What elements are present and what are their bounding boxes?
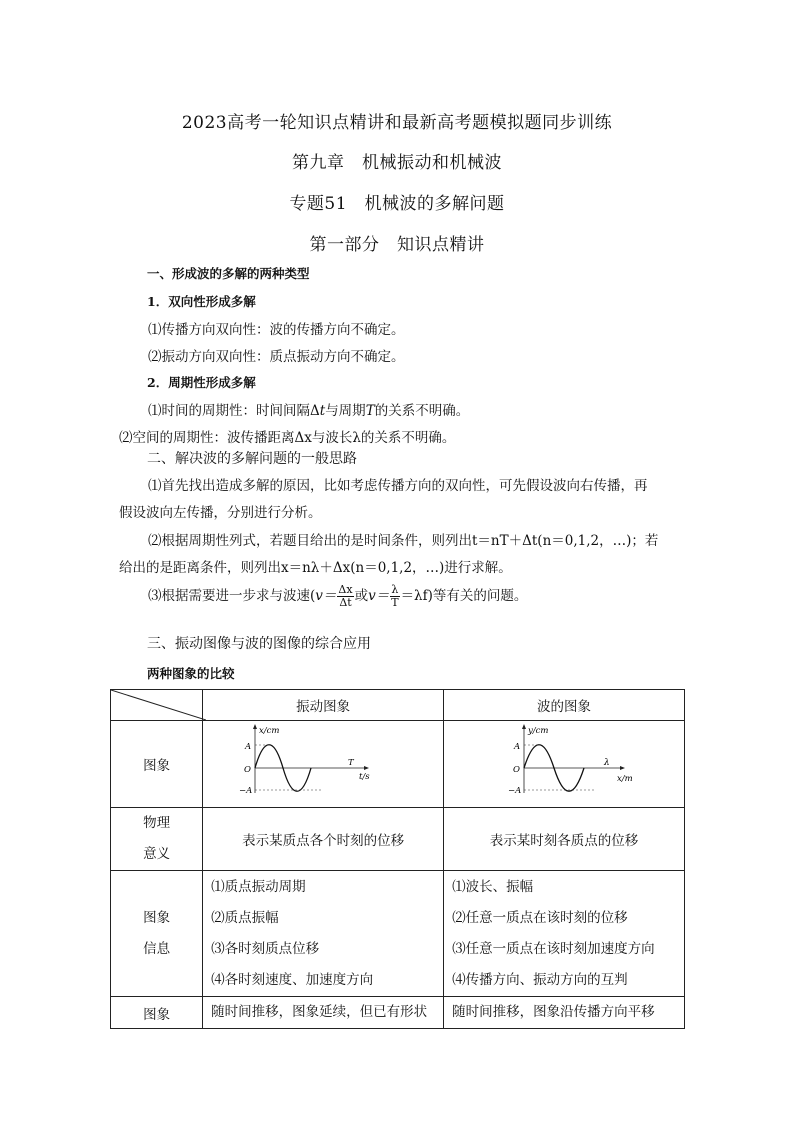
vib-x-axis-label: t/s [359,772,370,782]
meaning-wave: 表示某时刻各质点的位移 [444,808,685,871]
table-row-image [111,721,685,808]
list-item: ⑶各时刻质点位移 [211,940,320,957]
diagonal-corner-cell [111,690,203,721]
cell-text: 随时间推移，图象沿传播方向平移 [452,1004,655,1020]
variable: T [365,403,375,419]
topic-title: 专题51 机械波的多解问题 [289,194,505,214]
denominator: Δt [339,596,352,609]
paragraph [148,399,469,419]
variable: v＝ [315,588,337,604]
fraction-dx-dt [337,584,353,609]
info-vibration [203,871,444,997]
vibration-graph [203,721,441,803]
denominator: T [391,596,399,609]
text-run: 与周期 [325,403,366,419]
section-3-heading: 三、振动图像与波的图像的综合应用 [147,636,371,652]
subsection-1-heading: 1．双向性形成多解 [147,294,256,309]
change-vibration [203,997,444,1029]
vib-y-axis-label: x/cm [259,726,280,736]
chapter-title: 第九章 机械振动和机械波 [292,153,502,173]
list-item: ⑷各时刻速度、加速度方向 [211,971,374,988]
list-item: ⑴波长、振幅 [452,878,534,895]
paragraph: ⑴传播方向双向性：波的传播方向不确定。 [148,322,405,338]
vib-neg-amplitude-label: −A [239,786,253,796]
diagonal-line [111,690,202,720]
numerator: λ [391,583,399,596]
table-caption: 两种图象的比较 [147,666,235,681]
wave-neg-amplitude-label: −A [508,786,522,796]
formula-paragraph [148,584,527,609]
paragraph: ⑵空间的周期性：波传播距离Δx与波长λ的关系不明确。 [119,430,456,446]
fraction-lambda-t [390,584,399,609]
vib-amplitude-label: A [245,742,252,752]
list-item: ⑵任意一质点在该时刻的位移 [452,909,628,926]
wave-wavelength-label: λ [604,758,610,768]
column-header-vibration: 振动图象 [203,690,444,721]
document-title: 2023高考一轮知识点精讲和最新高考题模拟题同步训练 [181,113,613,133]
row-label-image: 图象 [111,721,203,808]
wave-graph [444,721,682,803]
wave-amplitude-label: A [514,742,521,752]
part-title: 第一部分 知识点精讲 [309,235,485,255]
text-run: ⑴时间的周期性：时间间隔Δ [148,403,320,419]
text-run: 的关系不明确。 [374,403,470,419]
paragraph: ⑵振动方向双向性：质点振动方向不确定。 [148,349,405,365]
text-run: ⑶根据需要进一步求与波速( [148,588,316,604]
numerator: Δx [338,583,353,596]
row-label-line: 物理 [143,815,171,831]
list-item: ⑵质点振幅 [211,909,279,926]
list-item: ⑴质点振动周期 [211,878,306,895]
info-wave [444,871,685,997]
row-label-meaning [111,808,203,871]
wave-origin-label: O [513,765,521,775]
row-label-change: 图象 [111,997,203,1029]
section-1-heading: 一、形成波的多解的两种类型 [147,266,310,281]
wave-x-axis-label: x/m [617,774,633,784]
table-row-change [111,997,685,1029]
vib-period-label: T [348,758,354,768]
subsection-2-heading: 2．周期性形成多解 [147,375,256,390]
table-header-row [111,690,685,721]
row-label-line: 意义 [143,846,171,862]
variable: t [319,403,326,419]
wave-y-axis-label: y/cm [528,726,549,736]
wave-graph-cell [444,721,685,808]
meaning-vibration: 表示某质点各个时刻的位移 [203,808,444,871]
cell-text: 随时间推移，图象延续，但已有形状 [211,1004,428,1020]
change-wave [444,997,685,1029]
paragraph: 假设波向左传播，分别进行分析。 [119,505,322,521]
comparison-table [110,689,685,1029]
table-row-meaning [111,808,685,871]
text-run: 或 [354,588,369,604]
table-row-info [111,871,685,997]
paragraph: ⑵根据周期性列式，若题目给出的是时间条件，则列出t＝nT＋Δt(n＝0,1,2，…)；若 [148,533,659,549]
paragraph: 给出的是距离条件，则列出x＝nλ＋Δx(n＝0,1,2，…)进行求解。 [119,560,512,576]
row-label-line: 信息 [143,940,171,957]
text-run: ＝λf)等有关的问题。 [400,588,528,604]
list-item: ⑶任意一质点在该时刻加速度方向 [452,940,655,957]
row-label-info [111,871,203,997]
paragraph: ⑴首先找出造成多解的原因，比如考虑传播方向的双向性，可先假设波向右传播，再 [148,478,648,494]
section-2-heading: 二、解决波的多解问题的一般思路 [147,451,357,467]
list-item: ⑷传播方向、振动方向的互判 [452,971,628,988]
column-header-wave: 波的图象 [444,690,685,721]
variable: v＝ [368,588,390,604]
vibration-graph-cell [203,721,444,808]
row-label-line: 图象 [143,909,171,926]
vib-origin-label: O [244,765,252,775]
